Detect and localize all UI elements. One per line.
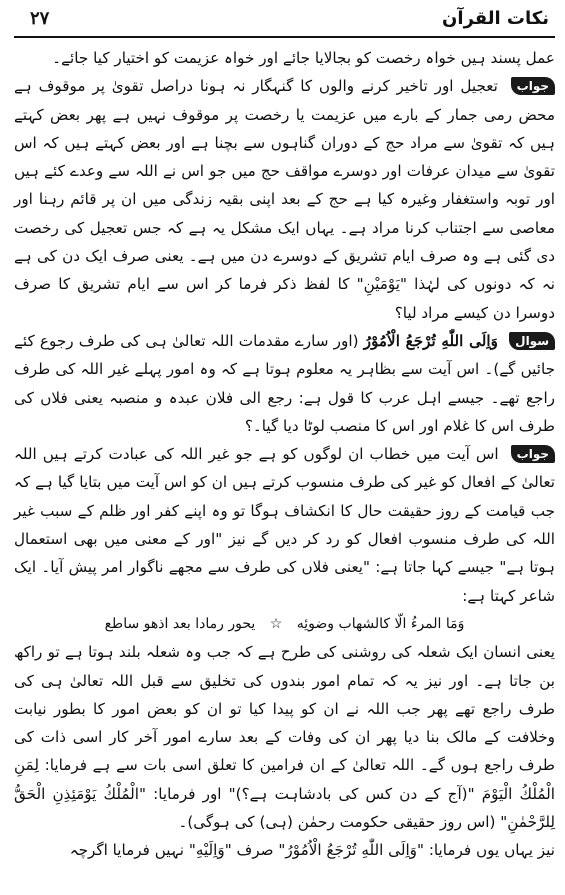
paragraph-text: نیز یہاں یوں فرمایا: "وَاِلَى اللّٰهِ تُرْجَعُ الْاُمُوْرُ" صرف "وَاِلَيْهِ" نہیں فرمایا اگرچہ [69,841,555,860]
star-separator: ☆ [269,615,283,632]
running-title: نکات القرآن [442,8,549,29]
answer-badge: جواب [511,445,555,463]
answer-badge: جواب [511,77,555,95]
quran-quote: وَاِلَى اللّٰهِ تُرْجَعُ الْاُمُوْرُ [363,331,498,350]
paragraph-text: تعجیل اور تاخیر کرنے والوں کا گنہگار نہ ہونا دراصل تقویٰ پر موقوف ہے محض رمی جمار کے بارے میں عزیمت یا رخصت پر موقوف نہیں ہے پھر بعض کہتے ہیں کہ تقویٰ سے مراد حج کے دوران گناہوں سے بچنا ہے اور بعض کہتے ہیں کہ اس تقویٰ سے میدان عرفات اور دوسرے مواقف حج میں جو اس نے اللہ سے وعدے کئے ہیں اور توبہ واستغفار وغیرہ کیا ہے حج کے بعد اپنی بقیہ زندگی میں ان پر قائم رہنا اور معاصی سے اجتناب کرنا مراد ہے۔ یہاں ایک مشکل یہ ہے کہ جس تعجیل کی رخصت دی گئی ہے وہ صرف ایام تشریق کے دوسرے دن میں ہے۔ یعنی صرف ایک دن کی ہے نہ کہ دونوں کی لہٰذا "يَوْمَيْنِ" کا لفظ ذکر فرما کر اس سے ایام تشریق کا صرف دوسرا دن کیسے مراد لیا؟ [14,77,555,322]
explanation-paragraph [14,638,555,836]
page-body [14,38,555,865]
poetry-verse [14,610,555,638]
question-badge: سوال [509,332,555,350]
paragraph-text: اس آیت میں خطاب ان لوگوں کو ہے جو غیر اللہ کی عبادت کرتے ہیں اللہ تعالیٰ کے افعال کو غیر کی طرف منسوب کرتے ہیں ان کو اس آیت میں بتایا گیا ہے کہ جب قیامت کے روز حقیقت حال کا انکشاف ہوگا تو وہ اپنے کفر اور ظلم کے سبب غیر اللہ کی طرف منسوب افعال کو رد کر دیں گے نیز "اور کے معنی میں بھی استعمال ہوتا ہے" جیسے کہا جاتا ہے: "یعنی فلاں کی طرف سے مجھے ناگوار امر پیش آیا۔ ایک شاعر کہتا ہے: [14,445,555,605]
paragraph-text: عمل پسند ہیں خواہ رخصت کو بجالایا جائے اور خواہ عزیمت کو اختیار کیا جائے۔ [52,49,555,67]
answer-paragraph-2 [14,440,555,610]
answer-paragraph-1 [14,72,555,327]
verse-hemistich-1: وَمَا المرءُ الّا کالشهاب وضوئِه [296,615,465,632]
question-paragraph [14,327,555,440]
paragraph-text: یعنی انسان ایک شعلہ کی روشنی کی طرح ہے کہ جب وہ شعلہ بلند ہوتا ہے تو راکھ بن جاتا ہے۔ اور نیز یہ کہ تمام امور بندوں کی تخلیق سے قبل اللہ تعالیٰ ہی کی طرف راجع تھے پھر جب اللہ نے ان کو پیدا کیا تو ان کو بعض امور کا بطور نیابت وخلافت کے مالک بنا دیا پھر ان کی وفات کے بعد سارے امور آخر کار اسی ذات کی طرف راجع ہوں گے۔ اللہ تعالیٰ کے ان فرامین کا تعلق اسی بات سے ہے فرمایا: لِمَنِ الْمُلْكُ الْيَوْمَ "(آج کے دن کس کی بادشاہت ہے؟)" اور فرمایا: "الْمُلْكُ يَوْمَئِذِنِ الْحَقُّ لِلرَّحْمٰنِ" (اس روز حقیقی حکومت رحمٰن (ہی) کی ہوگی)۔ [14,643,555,832]
paragraph-text: (اور سارے مقدمات اللہ تعالیٰ ہی کی طرف رجوع کئے جائیں گے)۔ اس آیت سے بظاہر یہ معلوم ہوتا ہے کہ وہ امور پہلے غیر اللہ کی طرف راجع تھے۔ جیسے اہل عرب کا قول ہے: رجع الی فلان عبدہ و منصبہ یعنی فلاں کی طرف اس کا غلام اور اس کا منصب لوٹا دیا گیا۔؟ [14,331,555,435]
paragraph-continuation [14,44,555,72]
page-header [14,6,555,38]
verse-hemistich-2: یحور رمادا بعد اذهو ساطع [104,615,256,632]
final-paragraph [14,836,555,864]
page-number: ۲۷ [30,8,50,29]
